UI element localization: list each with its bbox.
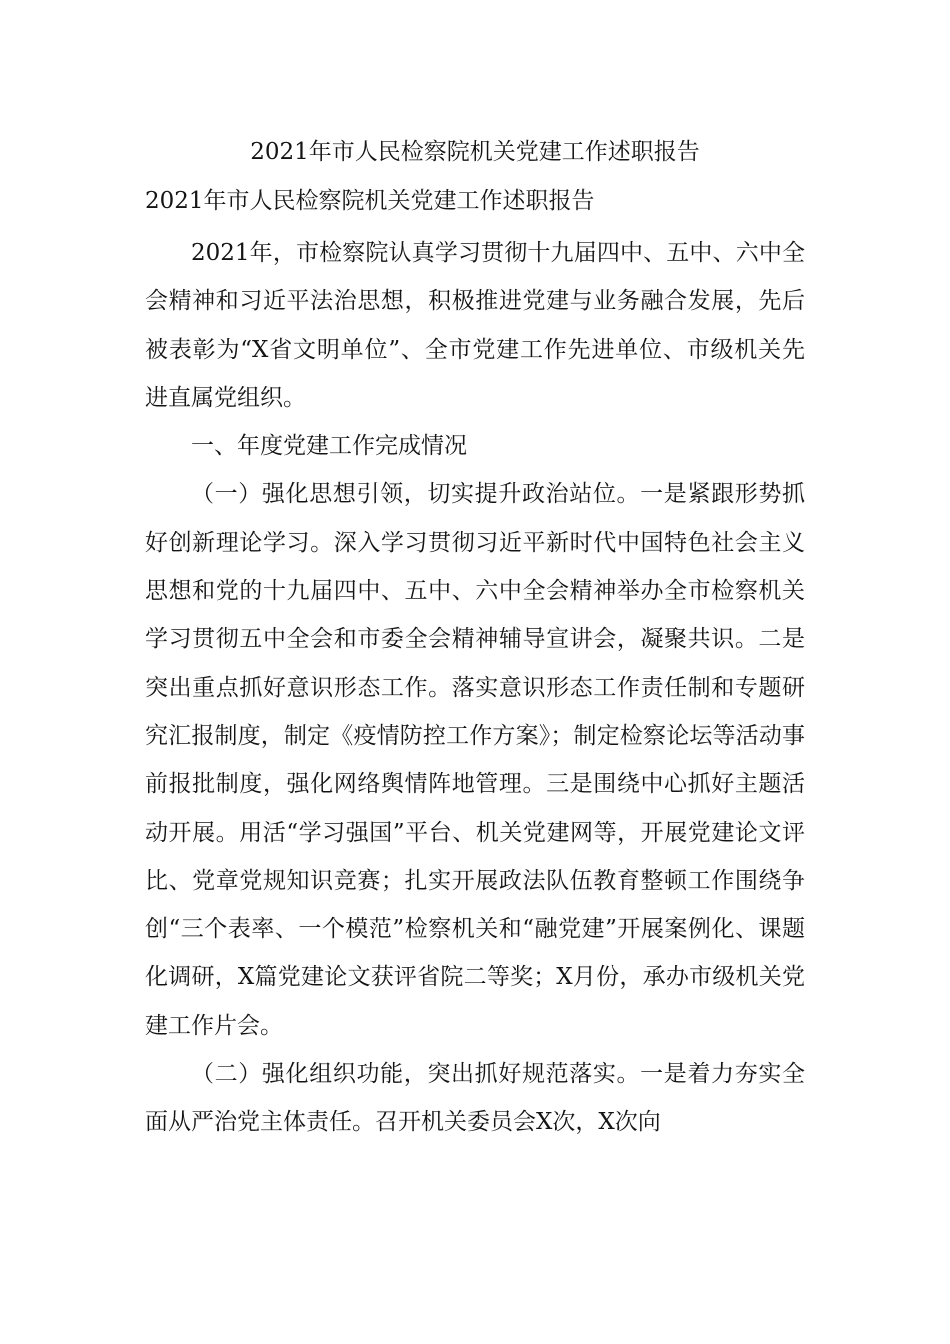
section-heading-1: 一、年度党建工作完成情况 xyxy=(191,433,467,460)
paragraph-section-1-1: （一）强化思想引领，切实提升政治站位。一是紧跟形势抓好创新理论学习。深入学习贯彻习近平新时代中国特色社会主义思想和党的十九届四中、五中、六中全会精神举办全市检察机关学习贯彻五中全会和市委全会精神辅导宣讲会，凝聚共识。二是突出重点抓好意识形态工作。落实意识形态工作责任制和专题研究汇报制度，制定《疫情防控工作方案》；制定检察论坛等活动事前报批制度，强化网络舆情阵地管理。三是围绕中心抓好主题活动开展。用活“学习强国”平台、机关党建网等，开展党建论文评比、党章党规知识竞赛；扎实开展政法队伍教育整顿工作围绕争创“三个表率、一个模范”检察机关和“融党建”开展案例化、课题化调研，X篇党建论文获评省院二等奖；X月份，承办市级机关党建工作片会。 xyxy=(145,481,805,1039)
document-subtitle: 2021年市人民检察院机关党建工作述职报告 xyxy=(145,188,595,214)
document-body xyxy=(145,229,805,1147)
paragraph-intro: 2021年，市检察院认真学习贯彻十九届四中、五中、六中全会精神和习近平法治思想，积极推进党建与业务融合发展，先后被表彰为“X省文明单位”、全市党建工作先进单位、市级机关先进直属党组织。 xyxy=(145,240,805,411)
paragraph-section-1-2: （二）强化组织功能，突出抓好规范落实。一是着力夯实全面从严治党主体责任。召开机关委员会X次，X次向 xyxy=(145,1061,805,1136)
document-title: 2021年市人民检察院机关党建工作述职报告 xyxy=(250,139,700,165)
